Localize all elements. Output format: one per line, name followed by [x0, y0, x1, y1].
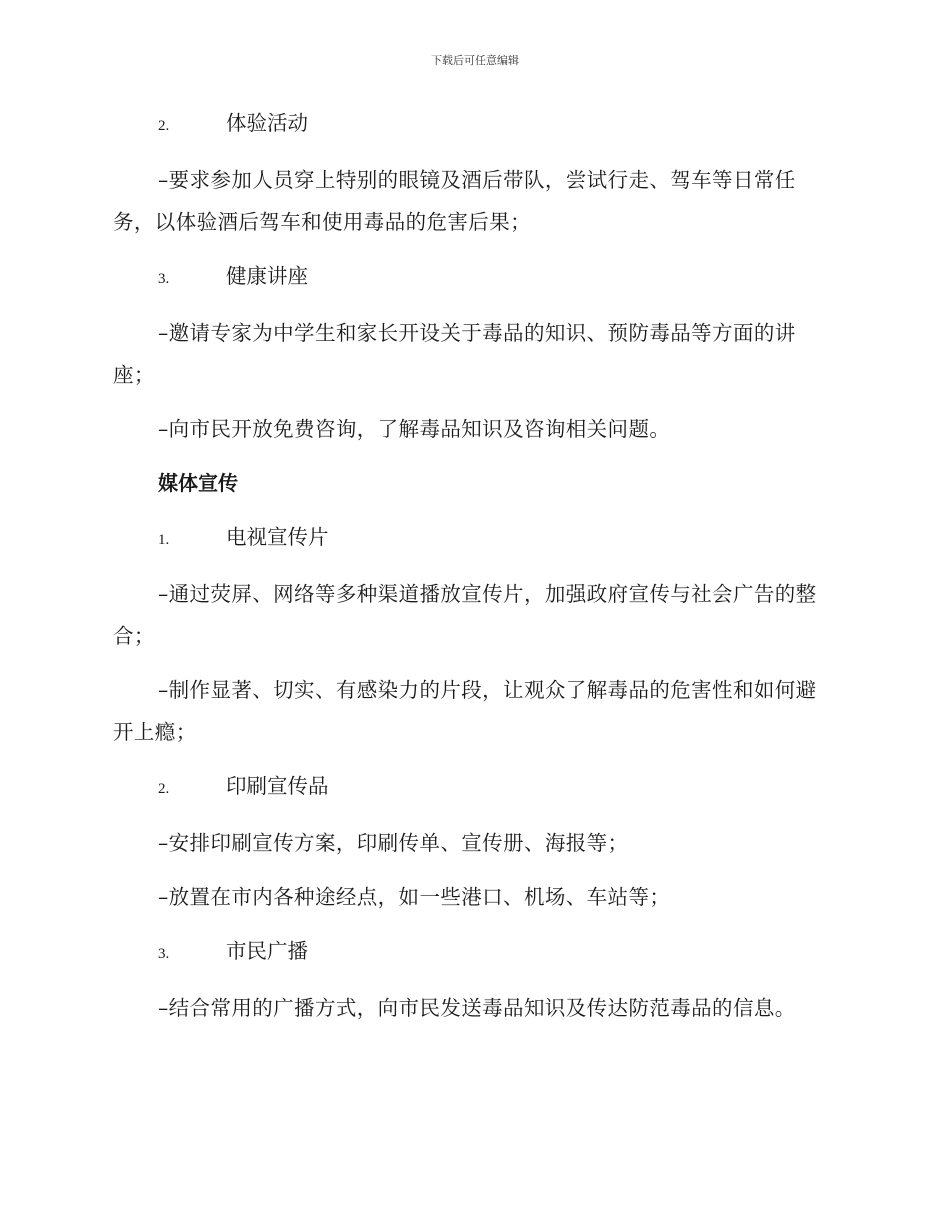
list-item-printed-materials: [113, 765, 825, 810]
item-number: 3.: [158, 271, 170, 287]
section-heading-media: 媒体宣传: [158, 471, 238, 495]
list-item-public-broadcast: [113, 930, 825, 975]
paragraph: –向市民开放免费咨询，了解毒品知识及咨询相关问题。: [158, 417, 671, 441]
item-number: 2.: [158, 118, 170, 134]
paragraph: –通过荧屏、网络等多种渠道播放宣传片，加强政府宣传与社会广告的整合；: [113, 582, 817, 648]
paragraph: –邀请专家为中学生和家长开设关于毒品的知识、预防毒品等方面的讲座；: [113, 321, 796, 387]
item-number: 1.: [158, 532, 170, 548]
item-number: 2.: [158, 781, 170, 797]
paragraph: –结合常用的广播方式，向市民发送毒品知识及传达防范毒品的信息。: [158, 996, 796, 1020]
list-item-health-lecture: [113, 255, 825, 300]
item-title: 市民广播: [226, 939, 308, 963]
list-item-tv-promo: [113, 516, 825, 561]
item-number: 3.: [158, 946, 170, 962]
item-title: 健康讲座: [226, 264, 308, 288]
paragraph: –放置在市内各种途经点，如一些港口、机场、车站等；: [158, 885, 671, 909]
paragraph: –要求参加人员穿上特别的眼镜及酒后带队，尝试行走、驾车等日常任务，以体验酒后驾车和使用毒品的危害后果；: [113, 168, 796, 234]
item-title: 电视宣传片: [226, 525, 329, 549]
paragraph: –制作显著、切实、有感染力的片段，让观众了解毒品的危害性和如何避开上瘾；: [113, 678, 817, 744]
paragraph: –安排印刷宣传方案，印刷传单、宣传册、海报等；: [158, 831, 629, 855]
list-item-experience-activity: [113, 102, 825, 147]
item-title: 印刷宣传品: [226, 774, 329, 798]
page-header: 下载后可任意编辑: [431, 54, 519, 67]
item-title: 体验活动: [226, 111, 308, 135]
document-body: [113, 102, 825, 1041]
